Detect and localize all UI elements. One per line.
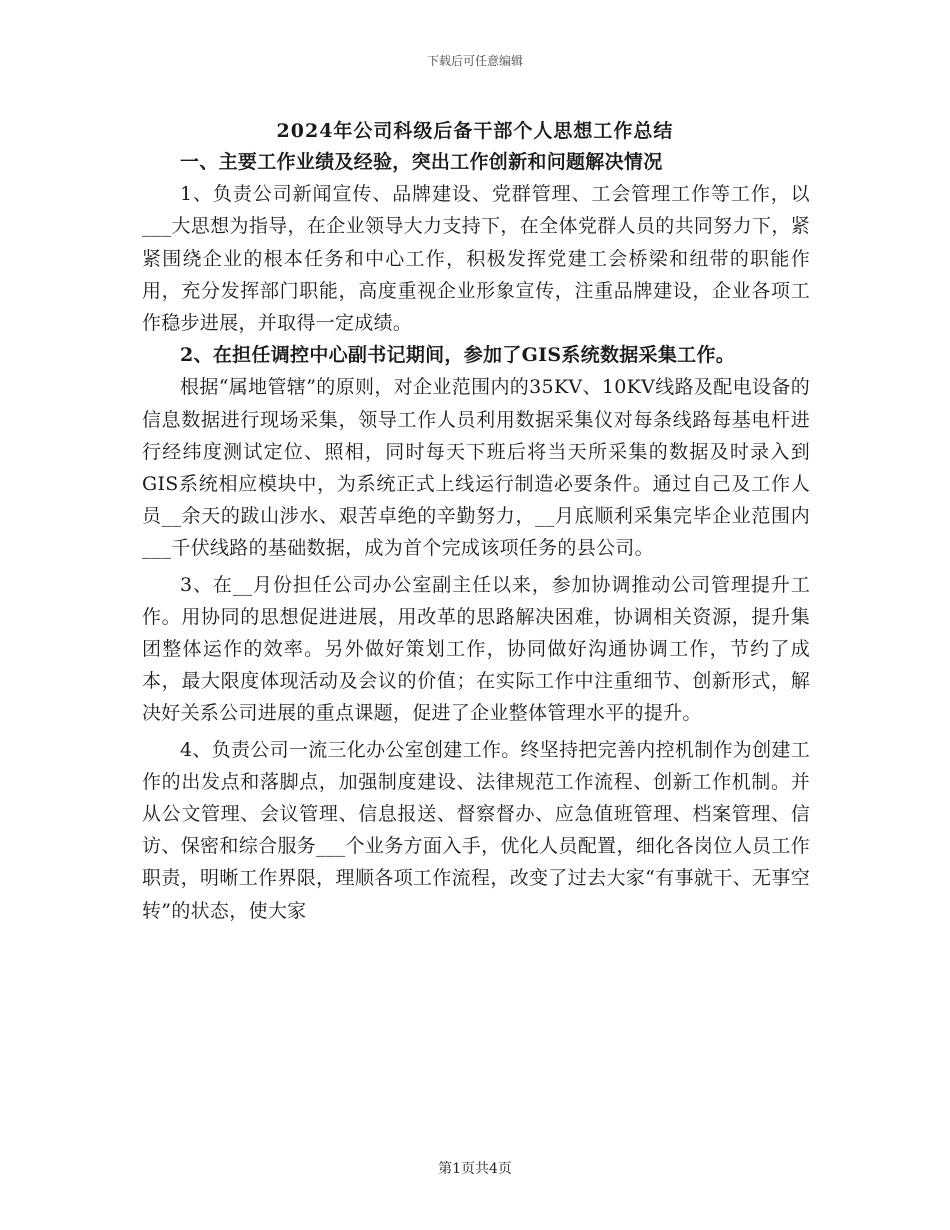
paragraph-4: 4、负责公司一流三化办公室创建工作。终坚持把完善内控机制作为创建工作的出发点和落脚点，加强制度建设、法律规范工作流程、创新工作机制。并从公文管理、会议管理、信息报送、督察督办、应急值班管理、档案管理、信访、保密和综合服务___个业务方面入手，优化人员配置，细化各岗位人员工作职责，明晰工作界限，理顺各项工作流程，改变了过去大家“有事就干、无事空转”的状态，使大家 (142, 738, 810, 922)
paragraph-3: 3、在__月份担任公司办公室副主任以来，参加协调推动公司管理提升工作。用协同的思想促进进展，用改革的思路解决困难，协调相关资源，提升集团整体运作的效率。另外做好策划工作，协同做好沟通协调工作，节约了成本，最大限度体现活动及会议的价值；在实际工作中注重细节、创新形式，解决好关系公司进展的重点课题，促进了企业整体管理水平的提升。 (142, 573, 810, 725)
paragraph-2: 根据“属地管辖”的原则，对企业范围内的35KV、10KV线路及配电设备的信息数据进行现场采集，领导工作人员利用数据采集仪对每条线路每基电杆进行经纬度测试定位、照相，同时每天下班后将当天所采集的数据及时录入到GIS系统相应模块中，为系统正式上线运行制造必要条件。通过自己及工作人员__余天的跋山涉水、艰苦卓绝的辛勤努力，__月底顺利采集完毕企业范围内___千伏线路的基础数据，成为首个完成该项任务的县公司。 (142, 376, 810, 560)
paragraph-1: 1、负责公司新闻宣传、品牌建设、党群管理、工会管理工作等工作，以___大思想为指导，在企业领导大力支持下，在全体党群人员的共同努力下，紧紧围绕企业的根本任务和中心工作，积极发挥党建工会桥梁和纽带的职能作用，充分发挥部门职能，高度重视企业形象宣传，注重品牌建设，企业各项工作稳步进展，并取得一定成绩。 (142, 183, 810, 335)
document-body (142, 146, 810, 927)
section-heading-1: 一、主要工作业绩及经验，突出工作创新和问题解决情况 (180, 151, 663, 173)
header-note: 下载后可任意编辑 (426, 54, 523, 68)
document-title: 2024年公司科级后备干部个人思想工作总结 (276, 120, 674, 142)
section-heading-2: 2、在担任调控中心副书记期间，参加了GIS系统数据采集工作。 (180, 344, 736, 367)
page-footer: 第1页共4页 (438, 1161, 512, 1177)
